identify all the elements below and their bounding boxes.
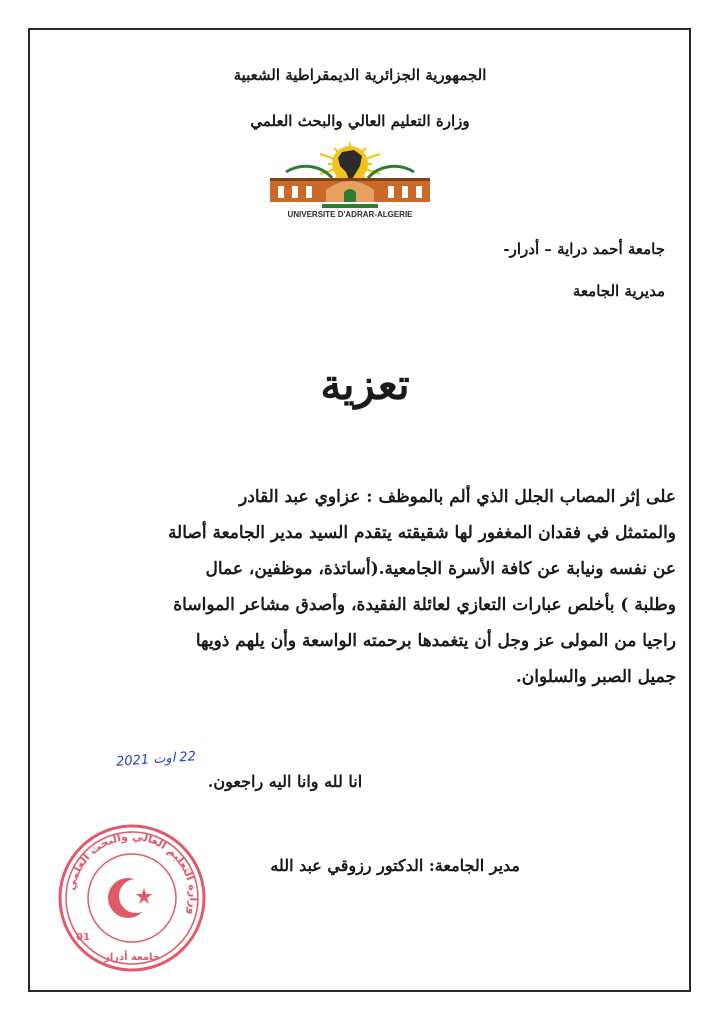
closing-phrase: انا لله وانا اليه راجعون. bbox=[207, 772, 363, 791]
seal-outer-text: وزارة التعليم العالي والبحث العلمي bbox=[64, 829, 201, 917]
crescent-star-icon bbox=[108, 878, 153, 918]
document-title: تعزية bbox=[320, 360, 410, 409]
republic-header: الجمهورية الجزائرية الديمقراطية الشعبية bbox=[233, 66, 487, 84]
seal-number: 01 bbox=[76, 932, 90, 943]
building-arches-icon bbox=[270, 178, 430, 202]
paragraph-line-3: عن نفسه ونيابة عن كافة الأسرة الجامعية.(أساتذة، موظفين، عمال bbox=[205, 559, 676, 579]
paragraph-line-6: جميل الصبر والسلوان. bbox=[515, 667, 676, 687]
ministry-header: وزارة التعليم العالي والبحث العلمي bbox=[250, 112, 470, 130]
seal-inner-text: جامعة أدرار bbox=[104, 952, 160, 963]
paragraph-line-2: والمتمثل في فقدان المغفور لها شقيقته يتقدم السيد مدير الجامعة أصالة bbox=[167, 523, 676, 543]
logo-caption: UNIVERSITE D'ADRAR-ALGERIE bbox=[287, 210, 413, 219]
paragraph-line-4: وطلبة ) بأخلص عبارات التعازي لعائلة الفقيدة، وأصدق مشاعر المواساة bbox=[173, 595, 676, 615]
university-name: جامعة أحمد دراية – أدرار- bbox=[503, 240, 665, 258]
directorate-name: مديرية الجامعة bbox=[572, 282, 665, 300]
paragraph-line-1: على إثر المصاب الجلل الذي ألم بالموظف : عزاوي عبد القادر bbox=[239, 487, 676, 507]
official-seal bbox=[56, 822, 208, 974]
signature-line: مدير الجامعة: الدكتور رزوقي عبد الله bbox=[270, 856, 520, 875]
university-logo bbox=[262, 142, 438, 220]
date-stamp: 22 اوت 2021 bbox=[115, 749, 197, 770]
paragraph-line-5: راجيا من المولى عز وجل أن يتغمدها برحمته الواسعة وأن يلهم ذويها bbox=[195, 631, 676, 651]
